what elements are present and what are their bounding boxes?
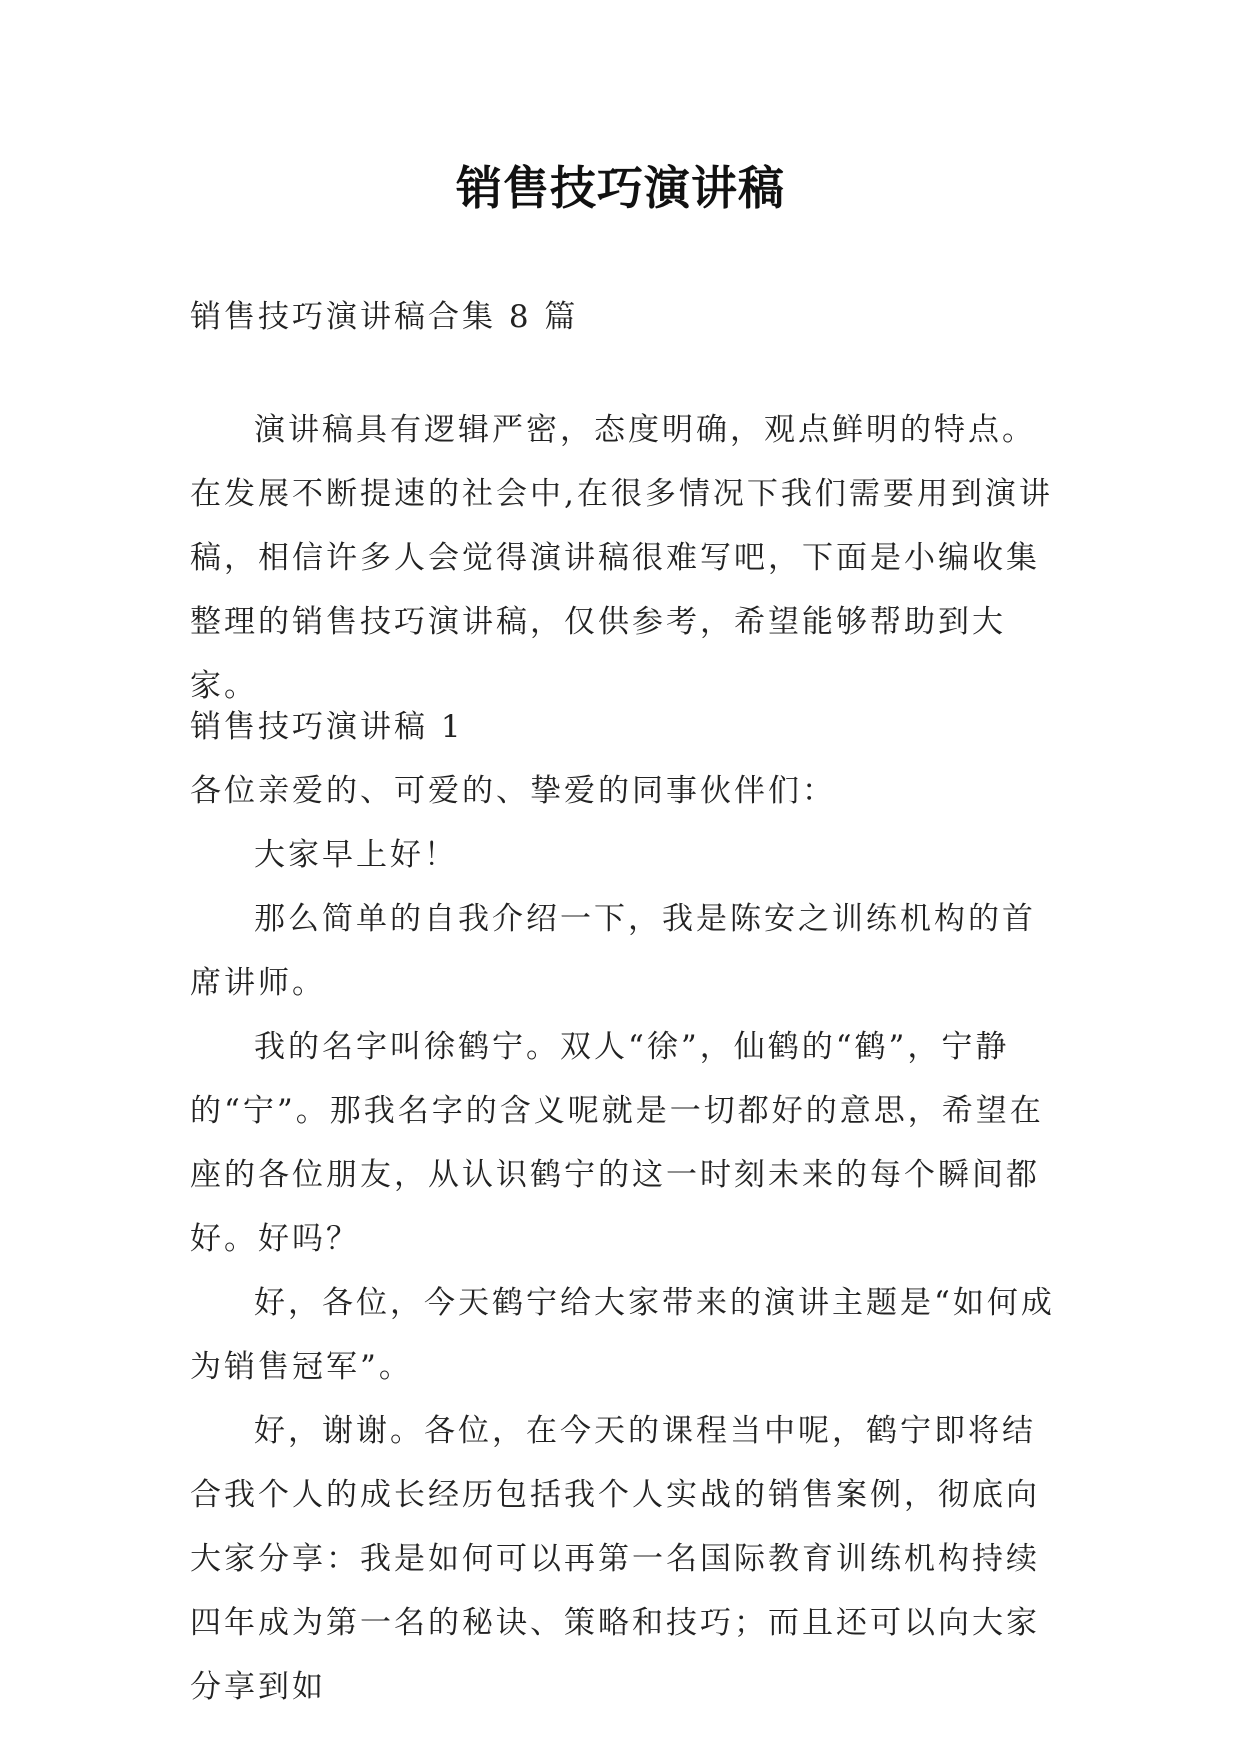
salutation: 各位亲爱的、可爱的、挚爱的同事伙伴们：: [190, 773, 836, 809]
paragraph-course-overview: 好，谢谢。各位，在今天的课程当中呢，鹤宁即将结合我个人的成长经历包括我个人实战的销售案例，彻底向大家分享：我是如何可以再第一名国际教育训练机构持续四年成为第一名的秘诀、策略和技巧；而且还可以向大家分享到如: [190, 1413, 1040, 1705]
paragraph-name-meaning: 我的名字叫徐鹤宁。双人“徐”，仙鹤的“鹤”，宁静的“宁”。那我名字的含义呢就是一切都好的意思，希望在座的各位朋友，从认识鹤宁的这一时刻未来的每个瞬间都好。好吗？: [190, 1029, 1044, 1257]
section-1: [190, 695, 1058, 1719]
section-heading: 销售技巧演讲稿 1: [190, 709, 464, 745]
document-subtitle: 销售技巧演讲稿合集 8 篇: [190, 299, 579, 335]
document-title: 销售技巧演讲稿: [456, 161, 785, 215]
paragraph-self-intro: 那么简单的自我介绍一下，我是陈安之训练机构的首席讲师。: [190, 901, 1036, 1001]
paragraph-greeting: 大家早上好！: [254, 837, 458, 873]
intro-paragraph: 演讲稿具有逻辑严密，态度明确，观点鲜明的特点。在发展不断提速的社会中,在很多情况下我们需要用到演讲稿，相信许多人会觉得演讲稿很难写吧，下面是小编收集整理的销售技巧演讲稿，仅供参考，希望能够帮助到大家。: [190, 412, 1053, 704]
paragraph-topic: 好，各位，今天鹤宁给大家带来的演讲主题是“如何成为销售冠军”。: [190, 1285, 1055, 1385]
